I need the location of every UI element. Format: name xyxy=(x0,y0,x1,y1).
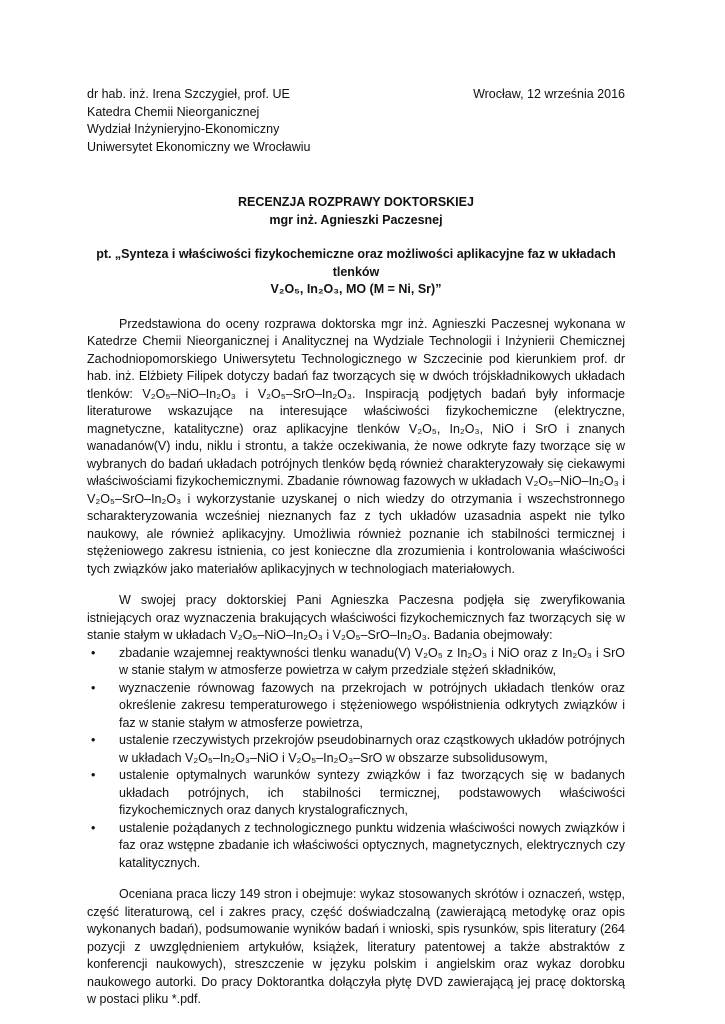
list-item-text: ustalenie rzeczywistych przekrojów pseudobinarnych oraz cząstkowych układów potrójnych w układach V₂O₅–In₂O₃–NiO i V₂O₅–In₂O₃–SrO w obszarze subsolidusowym, xyxy=(119,733,625,765)
review-title-line2: mgr inż. Agnieszki Paczesnej xyxy=(269,212,443,227)
list-item-text: wyznaczenie równowag fazowych na przekrojach w potrójnych układach tlenków oraz określenie zakresu temperaturowego i stężeniowego współistnienia odkrytych związków i faz w stanie stałym w atmosferze powietrza, xyxy=(119,680,625,730)
review-title-line1: RECENZJA ROZPRAWY DOKTORSKIEJ xyxy=(238,195,474,209)
paragraph-introduction: Przedstawiona do oceny rozprawa doktorska mgr inż. Agnieszki Paczesnej wykonana w Katedrze Chemii Nieorganicznej i Analitycznej na Wydziale Technologii i Inżynierii Chemicznej Zachodniopomorskiego Uniwersytetu Technologicznego w Szczecinie pod kierunkiem prof. dr hab. inż. Elżbiety Filipek dotyczy badań faz tworzących się w dwóch trójskładnikowych układach tlenków: V₂O₅–NiO–In₂O₃ i V₂O₅–SrO–In₂O₃. Inspiracją podjętych badań były informacje literaturowe wskazujące na interesujące właściwości fizykochemiczne (elektryczne, magnetyczne, katalityczne) oraz aplikacyjne tlenków V₂O₅, In₂O₃, NiO i SrO i znanych wanadanów(V) indu, niklu i strontu, a także oczekiwania, że nowe odkryte fazy tworzące się w wybranych do badań układach potrójnych tlenków będą również charakteryzowały się ciekawymi właściwościami fizykochemicznymi. Zbadanie równowag fazowych w układach V₂O₅–NiO–In₂O₃ i V₂O₅–SrO–In₂O₃ i wykorzystanie uzyskanej o nich wiedzy do otrzymania i wszechstronnego scharakteryzowania wcześniej nieznanych faz z tych układów uzasadnia aspekt nie tylko naukowy, ale również aplikacyjny. Umożliwia również poznanie ich stabilności termicznej i stężeniowego zakresu istnienia, co jest konieczne dla zrozumienia i kontrolowania właściwości tych związków jako materiałów aplikacyjnych w technologiach materiałowych. xyxy=(87,316,625,576)
list-item-text: ustalenie pożądanych z technologicznego punktu widzenia właściwości nowych związków i faz oraz wstępne zbadanie ich właściwości optycznych, magnetycznych, elektrycznych czy katalitycznych. xyxy=(119,820,625,870)
paragraph-scope: W swojej pracy doktorskiej Pani Agnieszka Paczesna podjęła się zweryfikowania istniejących oraz wyznaczenia brakujących właściwości fizykochemicznych faz tworzących się w stanie stałym w układach V₂O₅–NiO–In₂O₃ i V₂O₅–SrO–In₂O₃. Badania obejmowały: xyxy=(87,593,625,642)
bullet-icon: • xyxy=(91,680,96,695)
letter-header xyxy=(87,86,625,158)
letter-date: Wrocław, 12 września 2016 xyxy=(473,87,625,101)
bullet-icon: • xyxy=(91,645,96,660)
list-item-text: ustalenie optymalnych warunków syntezy związków i faz tworzących się w badanych układach potrójnych, ich stabilności termicznej, podstawowych właściwości fizykochemicznych oraz danych krystalograficznych, xyxy=(119,768,625,817)
list-item xyxy=(87,680,625,733)
thesis-title-line2: V₂O₅, In₂O₃, MO (M = Ni, Sr)” xyxy=(270,282,442,296)
list-item xyxy=(87,645,625,680)
review-title xyxy=(87,194,625,229)
bullet-icon: • xyxy=(91,733,96,747)
thesis-title-line1: pt. „Synteza i właściwości fizykochemiczne oraz możliwości aplikacyjne faz w układach tlenków xyxy=(96,247,616,279)
thesis-title xyxy=(87,246,625,299)
sender-name: dr hab. inż. Irena Szczygieł, prof. UE xyxy=(87,87,290,101)
list-item xyxy=(87,767,625,820)
document-page xyxy=(87,86,625,1021)
list-item xyxy=(87,732,625,767)
list-item-text: zbadanie wzajemnej reaktywności tlenku wanadu(V) V₂O₅ z In₂O₃ i NiO oraz z In₂O₃ i SrO w stanie stałym w atmosferze powietrza w całym przedziale stężeń składników, xyxy=(119,645,625,677)
bullet-icon: • xyxy=(91,768,96,782)
sender-university: Uniwersytet Ekonomiczny we Wrocławiu xyxy=(87,139,311,154)
sender-faculty: Wydział Inżynieryjno-Ekonomiczny xyxy=(87,122,280,136)
sender-department: Katedra Chemii Nieorganicznej xyxy=(87,104,260,119)
list-item xyxy=(87,820,625,873)
paragraph-structure: Oceniana praca liczy 149 stron i obejmuje: wykaz stosowanych skrótów i oznaczeń, wstęp, część literaturową, cel i zakres pracy, część doświadczalną (zawierającą metodykę oraz opis wykonanych badań), podsumowanie wyników badań i wnioski, spis rysunków, spis literatury (264 pozycji z uwzględnieniem artykułów, książek, literatury patentowej a także abstraktów z konferencji naukowych), streszczenie w języku polskim i angielskim oraz wykaz dorobku naukowego autorki. Do pracy Doktorantka dołączyła płytę DVD zawierającą jej pracę doktorską w postaci pliku *.pdf. xyxy=(87,887,625,1006)
bullet-icon: • xyxy=(91,820,96,835)
research-tasks-list xyxy=(87,645,625,873)
